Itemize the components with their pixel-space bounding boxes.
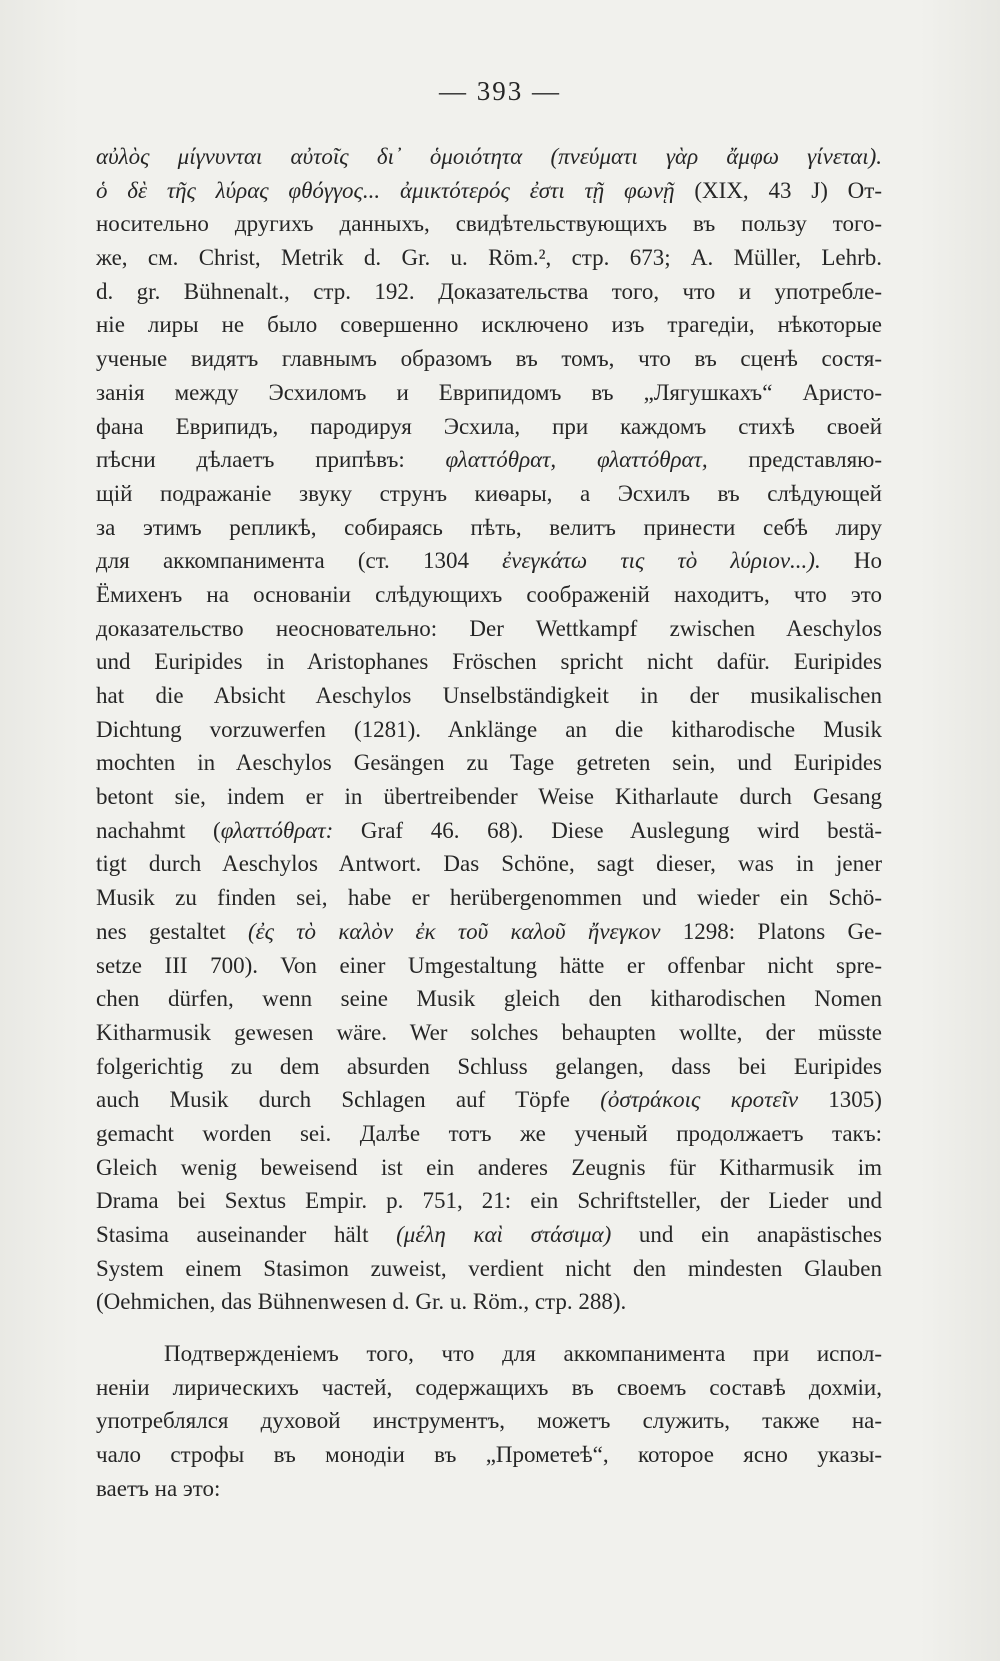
text-segment: System einem Stasimon zuweist, verdient nicht den mindesten Glauben [96,1255,882,1281]
text-line [96,410,882,444]
text-line [96,376,882,410]
text-segment: чало строфы въ монодіи въ „Прометеѣ“, которое ясно указы- [96,1442,882,1468]
text-line [96,814,882,848]
text-segment: auch Musik durch Schlagen auf Töpfe [96,1087,601,1113]
text-segment: Dichtung vorzuwerfen (1281). Anklänge an die kitharodische Musik [96,716,882,742]
text-segment: за этимъ репликѣ, собираясь пѣть, велитъ принести себѣ лиру [96,514,882,540]
text-segment: доказательство неосновательно: Der Wettkampf zwischen Aeschylos [96,615,882,641]
text-segment: Подтвержденіемъ того, что для аккомпанимента при испол- [164,1341,882,1367]
text-line [96,342,882,376]
text-segment: представляю- [707,447,882,473]
text-line [96,174,882,208]
text-line [96,1117,882,1151]
greek-quote: (μέλη καὶ στάσιμα) [396,1222,612,1247]
text-segment: folgerichtig zu dem absurden Schluss gelangen, dass bei Euripides [96,1053,882,1079]
text-line [96,1184,882,1218]
text-line [96,275,882,309]
text-line [96,1050,882,1084]
text-segment: Drama bei Sextus Empir. p. 751, 21: ein Schriftsteller, der Lieder und [96,1188,882,1214]
text-segment: Но [820,548,882,574]
text-segment: для аккомпанимента (ст. 1304 [96,548,503,574]
greek-quote: φλαττόθρατ, φλαττόθρατ, [445,447,708,473]
greek-quote: (ἐς τὸ καλὸν ἐκ τοῦ καλοῦ ἤνεγκον [247,918,661,944]
text-segment: же, см. Christ, Metrik d. Gr. u. Röm.², стр. 673; A. Müller, Lehrb. [96,245,882,271]
text-segment: und ein anapästisches [611,1222,882,1247]
text-segment: nes gestaltet [96,918,248,944]
text-line [96,1404,882,1438]
text-line [96,443,882,477]
text-segment: носительно другихъ данныхъ, свидѣтельствующихъ въ пользу того- [96,211,882,237]
text-segment: (Oehmichen, das Bühnenwesen d. Gr. u. Röm., стр. 288). [96,1289,627,1315]
text-line [96,881,882,915]
text-line [96,477,882,511]
text-segment: пѣсни дѣлаетъ припѣвъ: [96,447,446,473]
text-line [96,544,882,578]
text-line [96,1337,882,1371]
text-line [96,1285,882,1319]
text-line [96,847,882,881]
text-segment: щій подражаніе звуку струнъ киѳары, а Эсхилъ въ слѣдующей [96,480,882,506]
text-line [96,679,882,713]
text-segment: Musik zu finden sei, habe er herübergenommen und wieder ein Schö- [96,885,882,911]
text-segment: nachahmt ( [96,817,221,843]
text-segment: setze III 700). Von einer Umgestaltung hätte er offenbar nicht spre- [96,952,882,978]
text-line [96,780,882,814]
text-segment: hat die Absicht Aeschylos Unselbständigkeit in der musikalischen [96,683,882,708]
text-segment: Stasima auseinander hält [96,1222,397,1247]
text-segment: (XIX, 43 J) От- [674,177,882,203]
text-segment: Gleich wenig beweisend ist ein anderes Zeugnis für Kitharmusik im [96,1154,882,1180]
body-text [96,140,882,1506]
text-line [96,1016,882,1050]
text-line [96,578,882,612]
text-segment: betont sie, indem er in übertreibender Weise Kitharlaute durch Gesang [96,784,882,810]
text-line [96,1151,882,1185]
text-segment: неніи лирическихъ частей, содержащихъ въ своемъ составѣ дохміи, [96,1374,882,1400]
text-line [96,612,882,646]
text-segment: Kitharmusik gewesen wäre. Wer solches behaupten wollte, der müsste [96,1019,882,1045]
text-segment: фана Еврипидъ, пародируя Эсхила, при каждомъ стихѣ своей [96,413,882,439]
text-line [96,713,882,747]
text-segment: und Euripides in Aristophanes Fröschen spricht nicht dafür. Euripides [96,649,882,675]
text-segment: Graf 46. 68). Diese Auslegung wird bestä- [333,817,882,843]
page-number: — 393 — [439,76,561,106]
text-line [96,1472,882,1506]
text-segment: chen dürfen, wenn seine Musik gleich den kitharodischen Nomen [96,986,882,1012]
text-line [96,982,882,1016]
text-segment: gemacht worden sei. Далѣе тотъ же ученый продолжаетъ такъ: [96,1120,882,1146]
greek-quote: φλαττόθρατ: [220,817,334,843]
greek-quote: ὁ δὲ τῆς λύρας φθόγγος... ἀμικτότερός ἐστι τῇ φωνῇ [96,177,675,203]
text-line [96,140,882,174]
text-line [96,1438,882,1472]
text-line [96,1218,882,1252]
text-segment: d. gr. Bühnenalt., стр. 192. Доказательства того, что и употребле- [96,278,882,304]
text-segment: употреблялся духовой инструментъ, можетъ служить, также на- [96,1408,882,1434]
text-segment: ваетъ на это: [96,1475,221,1501]
text-line [96,645,882,679]
text-line [96,511,882,545]
paragraph-gap [96,1319,882,1337]
greek-quote: αὐλὸς μίγνυνται αὐτοῖς δι᾽ ὁμοιότητα (πνεύματι γὰρ ἄμφω γίνεται). [96,144,882,169]
text-line [96,746,882,780]
text-line [96,207,882,241]
text-line [96,308,882,342]
text-segment: ніе лиры не было совершенно исключено изъ трагедіи, нѣкоторые [96,312,882,338]
text-line [96,915,882,949]
text-line [96,1083,882,1117]
text-segment: mochten in Aeschylos Gesängen zu Tage getreten sein, und Euripides [96,750,882,776]
text-segment: 1298: Platons Ge- [660,918,882,944]
text-line [96,1371,882,1405]
text-segment: ученые видятъ главнымъ образомъ въ томъ, что въ сценѣ состя- [96,346,882,372]
greek-quote: ἐνεγκάτω τις τὸ λύριον...). [502,548,821,574]
greek-quote: (ὀστράκοις κροτεῖν [600,1087,799,1113]
text-segment: занія между Эсхиломъ и Еврипидомъ въ „Лягушкахъ“ Аристо- [96,379,882,405]
text-segment: tigt durch Aeschylos Antwort. Das Schöne, sagt dieser, was in jener [96,851,882,877]
text-segment: 1305) [798,1087,882,1113]
text-line [96,241,882,275]
text-segment: Ёмихенъ на основаніи слѣдующихъ соображеній находитъ, что это [96,581,882,607]
text-line [96,1252,882,1286]
text-line [96,949,882,983]
